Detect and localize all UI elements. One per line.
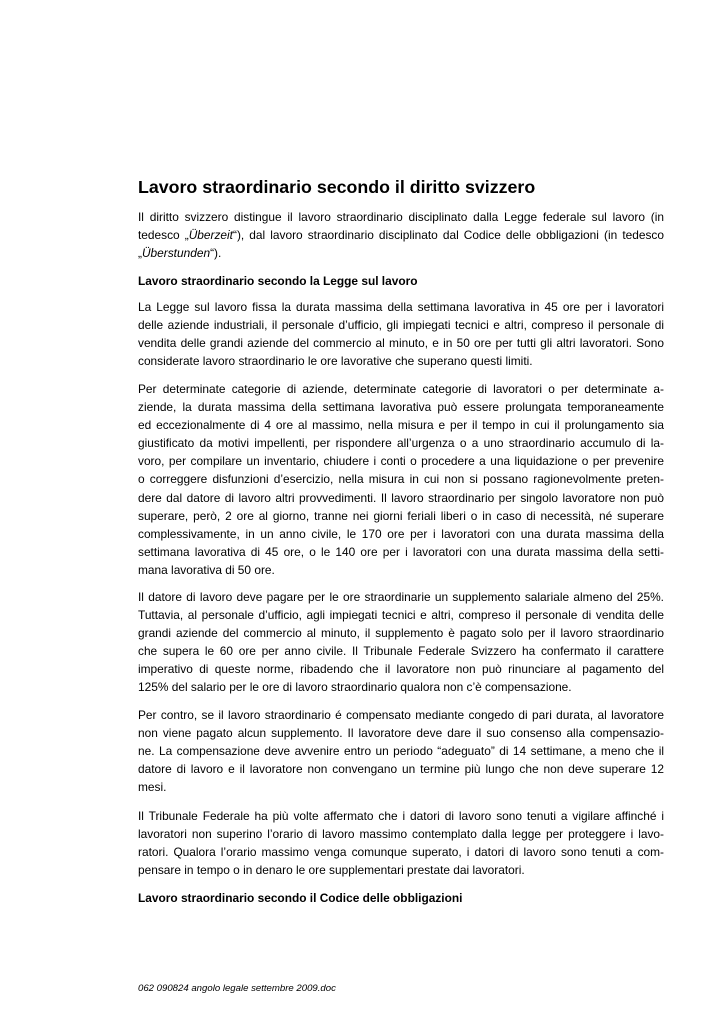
paragraph-line: ne. La compensazione deve avvenire entro un periodo “adeguato” di 14 settimane, a meno che il bbox=[138, 744, 664, 759]
german-term: Überstunden bbox=[141, 246, 211, 261]
paragraph-line: che supera le 60 ore per anno civile. Il Tribunale Federale Svizzero ha confermato il carattere bbox=[138, 644, 664, 659]
document-title: Lavoro straordinario secondo il diritto svizzero bbox=[138, 177, 536, 197]
paragraph-line: giustificato da motivi impellenti, per rispondere all’urgenza o a uno straordinario accumulo di la- bbox=[138, 436, 664, 451]
paragraph-line: settimana lavorativa di 45 ore, o le 140 ore per i lavoratori con una durata massima della setti- bbox=[138, 544, 664, 559]
intro-paragraph bbox=[138, 208, 664, 262]
section-heading-legge-lavoro: Lavoro straordinario secondo la Legge sul lavoro bbox=[138, 274, 418, 288]
paragraph-line: imperativo di queste norme, ribadendo che il lavoratore non può rinunciare al pagamento del bbox=[138, 662, 664, 677]
paragraph-line: vendita delle grandi aziende del commercio al minuto, e in 50 ore per tutti gli altri lavoratori. Sono bbox=[138, 336, 664, 351]
german-term: Überzeit bbox=[188, 228, 233, 243]
paragraph-1 bbox=[138, 298, 664, 370]
paragraph-3 bbox=[138, 588, 664, 697]
paragraph-4 bbox=[138, 706, 664, 796]
paragraph-line: Il datore di lavoro deve pagare per le ore straordinarie un supplemento salariale almeno del 25%. bbox=[138, 590, 664, 604]
section-heading-codice-obbligazioni: Lavoro straordinario secondo il Codice delle obbligazioni bbox=[138, 891, 463, 905]
paragraph-line: tedesco „Überzeit“), dal lavoro straordinario disciplinato dal Codice delle obbligazioni (in tedesco bbox=[138, 228, 664, 243]
paragraph-line: Per contro, se il lavoro straordinario é compensato mediante congedo di pari durata, al lavoratore bbox=[138, 708, 664, 722]
paragraph-line: ratori. Qualora l’orario massimo venga comunque superato, i datori di lavoro sono tenuti a com- bbox=[138, 845, 664, 860]
paragraph-line: datore di lavoro e il lavoratore non convengano un termine più lungo che non deve superare 12 bbox=[138, 762, 664, 777]
document-footer: 062 090824 angolo legale settembre 2009.doc bbox=[138, 983, 336, 994]
paragraph-line: mesi. bbox=[138, 780, 167, 795]
paragraph-line: La Legge sul lavoro fissa la durata massima della settimana lavorativa in 45 ore per i lavoratori bbox=[138, 300, 664, 314]
paragraph-line: Per determinate categorie di aziende, determinate categorie di lavoratori o per determinate a- bbox=[138, 382, 664, 396]
paragraph-line: ed eccezionalmente di 4 ore al massimo, nella misura e per il tempo in cui il prolungamento sia bbox=[138, 418, 664, 433]
paragraph-5 bbox=[138, 807, 664, 879]
paragraph-line: non viene pagato alcun supplemento. Il lavoratore deve dare il suo consenso alla compensazio- bbox=[138, 726, 664, 741]
paragraph-line: delle aziende industriali, il personale d’ufficio, gli impiegati tecnici e altri, compreso il personale di bbox=[138, 318, 664, 333]
paragraph-line: o correggere disfunzioni d’esercizio, nella misura in cui non si possano ragionevolmente preten- bbox=[138, 472, 664, 487]
paragraph-line: complessivamente, in un anno civile, le 170 ore per i lavoratori con una durata massima della bbox=[138, 526, 664, 541]
paragraph-line: „Überstunden“). bbox=[138, 246, 222, 261]
paragraph-line: grandi aziende del commercio al minuto, il supplemento è pagato solo per il lavoro straordinario bbox=[138, 626, 664, 641]
paragraph-line: Il diritto svizzero distingue il lavoro straordinario disciplinato dalla Legge federale sul lavoro (in bbox=[138, 210, 664, 224]
paragraph-line: voro, per compilare un inventario, chiudere i conti o procedere a una liquidazione o per prevenire bbox=[138, 454, 664, 469]
paragraph-line: Il Tribunale Federale ha più volte affermato che i datori di lavoro sono tenuti a vigilare affinché i bbox=[138, 809, 664, 823]
paragraph-line: 125% del salario per le ore di lavoro straordinario qualora non c’è compensazione. bbox=[138, 680, 572, 695]
paragraph-line: pensare in tempo o in denaro le ore supplementari prestate dai lavoratori. bbox=[138, 863, 525, 878]
paragraph-line: mana lavorativa di 50 ore. bbox=[138, 562, 275, 577]
paragraph-line: lavoratori non superino l’orario di lavoro massimo contemplato dalla legge per proteggere i lavo- bbox=[138, 827, 664, 842]
paragraph-line: dere dal datore di lavoro altri provvedimenti. Il lavoro straordinario per singolo lavoratore non può bbox=[138, 490, 664, 505]
paragraph-line: Tuttavia, al personale d’ufficio, agli impiegati tecnici e altri, compreso il personale di vendita delle bbox=[138, 608, 664, 623]
paragraph-line: considerate lavoro straordinario le ore lavorative che superano questi limiti. bbox=[138, 354, 533, 369]
paragraph-line: ziende, la durata massima della settimana lavorativa può essere prolungata temporaneamente bbox=[138, 400, 664, 415]
paragraph-line: superare, però, 2 ore al giorno, tranne nei giorni feriali liberi o in caso di necessità, né superare bbox=[138, 508, 664, 523]
paragraph-2 bbox=[138, 380, 664, 579]
